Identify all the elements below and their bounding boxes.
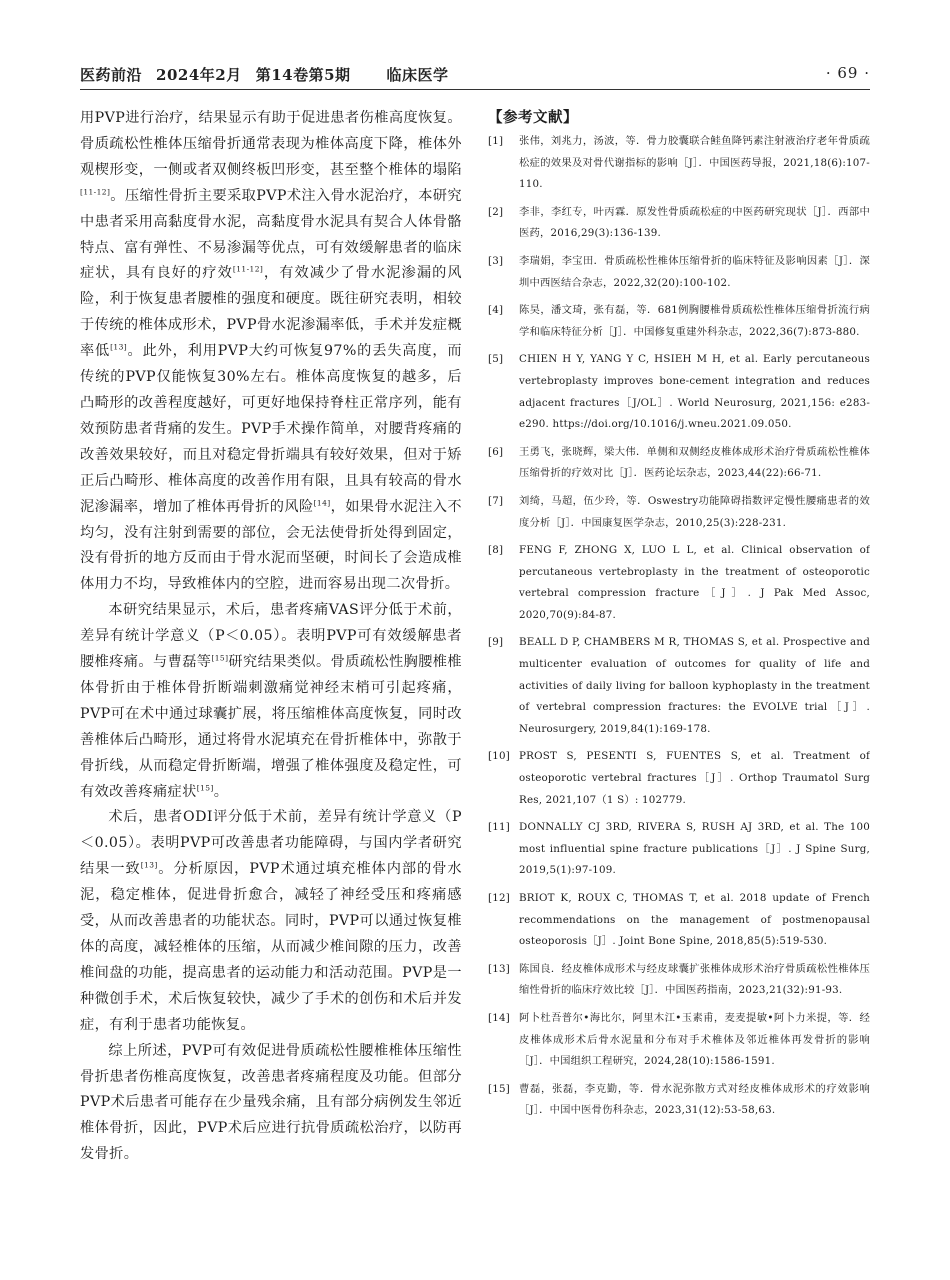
paragraph-text: 。压缩性骨折主要采取PVP术注入骨水泥治疗，本研究中患者采用高黏度骨水泥，高黏度骨水泥具有契合人体骨骼特点、富有弹性、不易渗漏等优点，可有效缓解患者的临床症状，具有良好的疗效: [80, 187, 462, 282]
paragraph-text: ，有效减少了骨水泥渗漏的风险，利于恢复患者腰椎的强度和硬度。既往研究表明，相较于传统的椎体成形术，PVP骨水泥渗漏率低，手术并发症概率低: [80, 265, 462, 360]
citation-marker: [14]: [313, 497, 331, 507]
citation-marker: [13]: [140, 860, 158, 870]
citation-marker: [11-12]: [80, 186, 111, 196]
body-paragraph-3: [80, 805, 462, 1038]
reference-text: 阿卜杜吾普尔•海比尔，阿里木江•玉素甫，麦麦提敏•阿卜力米提，等．经皮椎体成形术后骨水泥量和分布对手术椎体及邻近椎体再发骨折的影响［J］．中国组织工程研究，2024,28(10):1586-1591.: [519, 1011, 870, 1068]
paragraph-text: 。此外，利用PVP大约可恢复97%的丢失高度，而传统的PVP仅能恢复30%左右。椎体高度恢复的越多，后凸畸形的改善程度越好，可更好地保持脊柱正常序列，能有效预防患者背痛的发生。PVP手术操作简单，对腰背疼痛的改善效果较好，而且对稳定骨折端具有较好效果，但对于矫正后凸畸形、椎体高度的改善作用有限，且具有较高的骨水泥渗漏率，增加了椎体再骨折的风险: [80, 343, 462, 515]
reference-item: [488, 888, 870, 953]
reference-text: BRIOT K, ROUX C, THOMAS T, et al. 2018 update of French recommendations on the management of postmenopausal osteoporosis［J］. Joint Bone Spine, 2018,85(5):519-530.: [519, 892, 870, 948]
reference-number: [14]: [488, 1011, 510, 1024]
issue-date: 2024年2月: [156, 66, 242, 84]
body-paragraph-2: [80, 598, 462, 805]
paragraph-text: 术后，患者ODI评分低于术前，差异有统计学意义（P＜0.05）。表明PVP可改善患者功能障碍，与国内学者研究结果一致: [80, 809, 462, 878]
reference-item: [488, 817, 870, 882]
paragraph-text: 本研究结果显示，术后，患者疼痛VAS评分低于术前，差异有统计学意义（P＜0.05）。表明PVP可有效缓解患者腰椎疼痛。与曹磊等: [80, 602, 462, 671]
reference-number: [6]: [488, 445, 504, 458]
reference-text: FENG F, ZHONG X, LUO L L, et al. Clinical observation of percutaneous vertebroplasty in the treatment of osteoporotic vertebral compression fracture［J］. J Pak Med Assoc, 2020,70(9):84-87.: [519, 544, 870, 621]
reference-text: 刘绮，马超，伍少玲，等．Oswestry功能障碍指数评定慢性腰痛患者的效度分析［J］．中国康复医学杂志，2010,25(3):228-231.: [519, 494, 870, 529]
reference-text: 陈昊，潘文琦，张有磊，等．681例胸腰椎骨质疏松性椎体压缩骨折流行病学和临床特征分析［J］．中国修复重建外科杂志，2022,36(7):873-880.: [519, 304, 870, 338]
reference-item: [488, 632, 870, 740]
volume-issue: 第14卷第5期: [255, 66, 351, 84]
paragraph-text: ，如果骨水泥注入不均匀，没有注射到需要的部位，会无法使骨折处得到固定，没有骨折的地方反而由于骨水泥而坚硬，时间长了会造成椎体用力不均，导致椎体内的空腔，进而容易出现二次骨折。: [80, 498, 462, 593]
reference-item: [488, 300, 870, 343]
body-paragraph-4: [80, 1039, 462, 1169]
reference-item: [488, 442, 870, 485]
reference-item: [488, 491, 870, 534]
reference-text: 陈国良．经皮椎体成形术与经皮球囊扩张椎体成形术治疗骨质疏松性椎体压缩性骨折的临床疗效比较［J］．中国医药指南，2023,21(32):91-93.: [519, 962, 870, 997]
reference-text: 曹磊，张磊，李克勤，等．骨水泥弥散方式对经皮椎体成形术的疗效影响［J］．中国中医骨伤科杂志，2023,31(12):53-58,63.: [519, 1082, 870, 1117]
reference-item: [488, 1079, 870, 1122]
reference-number: [5]: [488, 353, 504, 366]
paragraph-text: 。: [213, 783, 229, 800]
reference-text: PROST S, PESENTI S, FUENTES S, et al. Treatment of osteoporotic vertebral fractures［J］. Orthop Traumatol Surg Res, 2021,107（1 S）: 102779.: [519, 750, 870, 806]
reference-item: [488, 131, 870, 196]
references-column: [488, 106, 870, 1196]
references-heading: 【参考文献】: [488, 109, 578, 126]
reference-number: [15]: [488, 1082, 510, 1095]
reference-item: [488, 540, 870, 626]
citation-marker: [15]: [196, 782, 214, 792]
reference-number: [3]: [488, 254, 504, 267]
citation-marker: [13]: [110, 342, 128, 352]
reference-item: [488, 959, 870, 1002]
reference-text: CHIEN H Y, YANG Y C, HSIEH M H, et al. Early percutaneous vertebroplasty improves bone-cement integration and reduces adjacent fractures［J/OL］. World Neurosurg, 2021,156: e283-e290. https://doi.org/10.1016/j.wneu.2021.09.050.: [519, 353, 870, 431]
reference-text: 李非，李红专，叶丙霖．原发性骨质疏松症的中医药研究现状［J］．西部中医药，2016,29(3):136-139.: [519, 205, 870, 240]
reference-number: [2]: [488, 205, 504, 218]
journal-name: 医药前沿: [80, 66, 143, 84]
reference-list: [488, 131, 870, 1122]
page-number: · 69 ·: [825, 64, 870, 82]
reference-text: DONNALLY CJ 3RD, RIVERA S, RUSH AJ 3RD, et al. The 100 most influential spine fracture publications［J］. J Spine Surg, 2019,5(1):97-109.: [519, 821, 870, 877]
reference-number: [11]: [488, 821, 510, 834]
reference-number: [1]: [488, 135, 504, 147]
section-name: 临床医学: [386, 66, 449, 84]
paragraph-text: 研究结果类似。骨质疏松性胸腰椎椎体骨折由于椎体骨折断端刺激痛觉神经末梢可引起疼痛，PVP可在术中通过球囊扩展，将压缩椎体高度恢复，同时改善椎体后凸畸形，通过将骨水泥填充在骨折椎体中，弥散于骨折线，从而稳定骨折断端，增强了椎体强度及稳定性，可有效改善疼痛症状: [80, 654, 462, 800]
reference-text: 王勇飞，张晓辉，梁大伟．单侧和双侧经皮椎体成形术治疗骨质疏松性椎体压缩骨折的疗效对比［J］．医药论坛杂志，2023,44(22):66-71.: [519, 445, 870, 480]
citation-marker: [15]: [211, 653, 229, 663]
header-rule: [80, 89, 870, 90]
reference-item: [488, 251, 870, 294]
citation-marker: [11-12]: [232, 264, 264, 274]
body-column: [80, 106, 462, 1196]
reference-number: [10]: [488, 750, 510, 763]
reference-text: BEALL D P, CHAMBERS M R, THOMAS S, et al. Prospective and multicenter evaluation of outcomes for quality of life and activities of daily living for balloon kyphoplasty in the treatment of vertebral compression fractures: the EVOLVE trial［J］. Neurosurgery, 2019,84(1):169-178.: [519, 636, 870, 735]
reference-text: 李瑞娟，李宝田．骨质疏松性椎体压缩骨折的临床特征及影响因素［J］．深圳中西医结合杂志，2022,32(20):100-102.: [519, 254, 870, 289]
header-left: [80, 64, 463, 85]
reference-item: [488, 1008, 870, 1073]
running-header: [80, 64, 870, 84]
paragraph-text: 用PVP进行治疗，结果显示有助于促进患者伤椎高度恢复。骨质疏松性椎体压缩骨折通常表现为椎体高度下降，椎体外观楔形变，一侧或者双侧终板凹形变，甚至整个椎体的塌陷: [80, 110, 462, 178]
reference-text: 张伟，刘兆力，汤波，等．骨力胶囊联合鲑鱼降钙素注射液治疗老年骨质疏松症的效果及对骨代谢指标的影响［J］．中国医药导报，2021,18(6):107-110.: [519, 135, 870, 191]
paragraph-text: 综上所述，PVP可有效促进骨质疏松性腰椎椎体压缩性骨折患者伤椎高度恢复，改善患者疼痛程度及功能。但部分PVP术后患者可能存在少量残余痛，且有部分病例发生邻近椎体骨折，因此，PVP术后应进行抗骨质疏松治疗，以防再发骨折。: [80, 1042, 462, 1163]
reference-number: [4]: [488, 304, 504, 317]
reference-item: [488, 349, 870, 435]
reference-number: [9]: [488, 636, 504, 649]
body-paragraph-1: [80, 106, 462, 598]
reference-number: [12]: [488, 892, 510, 904]
reference-item: [488, 202, 870, 245]
reference-number: [8]: [488, 544, 504, 557]
paragraph-text: 。分析原因，PVP术通过填充椎体内部的骨水泥，稳定椎体，促进骨折愈合，减轻了神经受压和疼痛感受，从而改善患者的功能状态。同时，PVP可以通过恢复椎体的高度，减轻椎体的压缩，从而减少椎间隙的压力，改善椎间盘的功能，提高患者的运动能力和活动范围。PVP是一种微创手术，术后恢复较快，减少了手术的创伤和术后并发症，有利于患者功能恢复。: [80, 861, 462, 1033]
reference-item: [488, 746, 870, 811]
reference-number: [13]: [488, 962, 510, 975]
reference-number: [7]: [488, 494, 504, 507]
